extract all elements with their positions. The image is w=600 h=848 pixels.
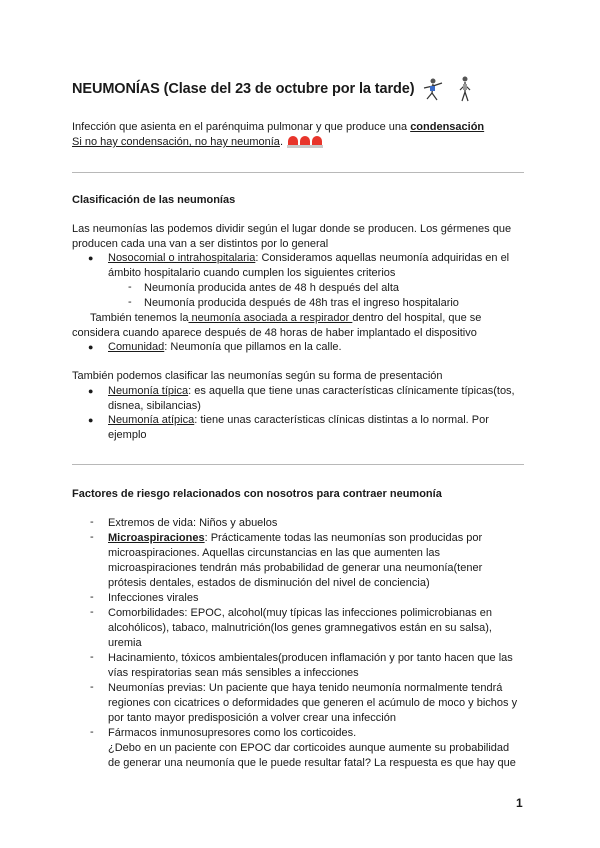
- divider: [72, 172, 524, 173]
- list-item-cont: microaspiraciones. Aquellas circunstancias en las que aumenten las: [108, 547, 441, 559]
- list-item: Extremos de vida: Niños y abuelos: [108, 517, 278, 529]
- term-atipica: Neumonía atípica: [108, 414, 195, 426]
- list-item: Hacinamiento, tóxicos ambientales(producen inflamación y por tanto hacen que las: [108, 652, 513, 664]
- paragraph: considera cuando aparece después de 48 horas de haber implantado el dispositivo: [72, 327, 477, 339]
- list-item: Infecciones virales: [108, 592, 199, 604]
- section-heading-factores: Factores de riesgo relacionados con nosotros para contraer neumonía: [72, 488, 442, 500]
- page-title: NEUMONÍAS (Clase del 23 de octubre por la tarde): [72, 81, 415, 97]
- list-item: [108, 340, 342, 355]
- paragraph: [90, 311, 481, 326]
- term-tipica: Neumonía típica: [108, 385, 189, 397]
- list-item-cont: uremia: [108, 637, 142, 649]
- paragraph-text: dentro del hospital, que se: [352, 312, 482, 324]
- standing-figure-icon: [452, 74, 478, 104]
- dash-marker: -: [128, 296, 132, 308]
- intro-statement: Si no hay condensación, no hay neumonía: [72, 136, 280, 148]
- list-item-cont: ¿Debo en un paciente con EPOC dar corticoides aunque aumente su probabilidad: [108, 742, 510, 754]
- intro-line-2: [72, 135, 322, 150]
- siren-icon: [312, 136, 322, 146]
- siren-icon: [300, 136, 310, 146]
- list-item-cont: por tanto mayor predisposición a volver crear una infección: [108, 712, 396, 724]
- page-number: 1: [516, 796, 523, 810]
- list-item-text: : es aquella que tiene unas características clínicamente típicas(tos,: [188, 385, 515, 397]
- dash-marker: -: [90, 726, 94, 738]
- term-comunidad: Comunidad: [108, 341, 165, 353]
- list-item: Fármacos inmunosupresores como los corticoides.: [108, 727, 357, 739]
- sub-item: Neumonía producida antes de 48 h después del alta: [144, 282, 400, 294]
- section-heading-clasificacion: Clasificación de las neumonías: [72, 194, 236, 206]
- intro-period: .: [279, 136, 283, 148]
- bullet-dot: ●: [88, 386, 94, 396]
- dash-marker: -: [90, 516, 94, 528]
- list-item-cont: microaspiraciones tendrán más probabilidad de generar una neumonía(tener: [108, 562, 483, 574]
- list-item-text: : tiene unas características clínicas distintas a lo normal. Por: [194, 414, 489, 426]
- divider: [72, 464, 524, 465]
- bullet-dot: ●: [88, 342, 94, 352]
- list-item: Comorbilidades: EPOC, alcohol(muy típicas las infecciones polimicrobianas en: [108, 607, 492, 619]
- list-item-cont: ejemplo: [108, 429, 147, 441]
- list-item: [108, 384, 515, 399]
- list-item: [108, 413, 489, 428]
- sub-item: Neumonía producida después de 48h tras el ingreso hospitalario: [144, 297, 459, 309]
- paragraph: producen cada una van a ser distintos por lo general: [72, 238, 329, 250]
- intro-text: Infección que asienta en el parénquima pulmonar y que produce una: [72, 121, 411, 133]
- list-item-text: : Prácticamente todas las neumonías son producidas por: [204, 532, 483, 544]
- list-item-cont: regiones con cicatrices o deformidades que generen el acúmulo de moco y bichos y: [108, 697, 518, 709]
- dancer-figure-icon: [420, 74, 446, 104]
- dash-marker: -: [90, 651, 94, 663]
- list-item-cont: alcohólicos), tabaco, malnutrición(los genes gramnegativos están en su salsa),: [108, 622, 492, 634]
- siren-icon: [288, 136, 298, 146]
- bullet-dot: ●: [88, 415, 94, 425]
- bullet-dot: ●: [88, 253, 94, 263]
- dash-marker: -: [128, 281, 132, 293]
- list-item-cont: ámbito hospitalario cuando cumplen los siguientes criterios: [108, 267, 396, 279]
- term-microaspiraciones: Microaspiraciones: [108, 532, 205, 544]
- list-item-cont: vías respiratorias sean más sensibles a infecciones: [108, 667, 359, 679]
- dash-marker: -: [90, 681, 94, 693]
- intro-line-1: [72, 120, 484, 135]
- list-item: Neumonías previas: Un paciente que haya tenido neumonía normalmente tendrá: [108, 682, 503, 694]
- paragraph: Las neumonías las podemos dividir según el lugar donde se producen. Los gérmenes que: [72, 223, 512, 235]
- paragraph: También podemos clasificar las neumonías según su forma de presentación: [72, 370, 443, 382]
- dash-marker: -: [90, 606, 94, 618]
- dash-marker: -: [90, 531, 94, 543]
- paragraph-text: También tenemos la: [90, 312, 189, 324]
- dash-marker: -: [90, 591, 94, 603]
- list-item-text: : Neumonía que pillamos en la calle.: [164, 341, 342, 353]
- list-item-cont: disnea, sibilancias): [108, 400, 201, 412]
- list-item-cont: prótesis dentales, estados de disminución del nivel de conciencia): [108, 577, 430, 589]
- list-item-cont: de generar una neumonía que le puede resultar fatal? La respuesta es que hay que: [108, 757, 516, 769]
- list-item: [108, 531, 482, 546]
- term-nosocomial: Nosocomial o intrahospitalaria: [108, 252, 256, 264]
- condensacion-term: condensación: [410, 121, 485, 133]
- title-row: [72, 74, 478, 104]
- term-respirador: neumonía asociada a respirador: [188, 312, 353, 324]
- list-item-text: : Consideramos aquellas neumonía adquiridas en el: [255, 252, 510, 264]
- list-item: [108, 251, 509, 266]
